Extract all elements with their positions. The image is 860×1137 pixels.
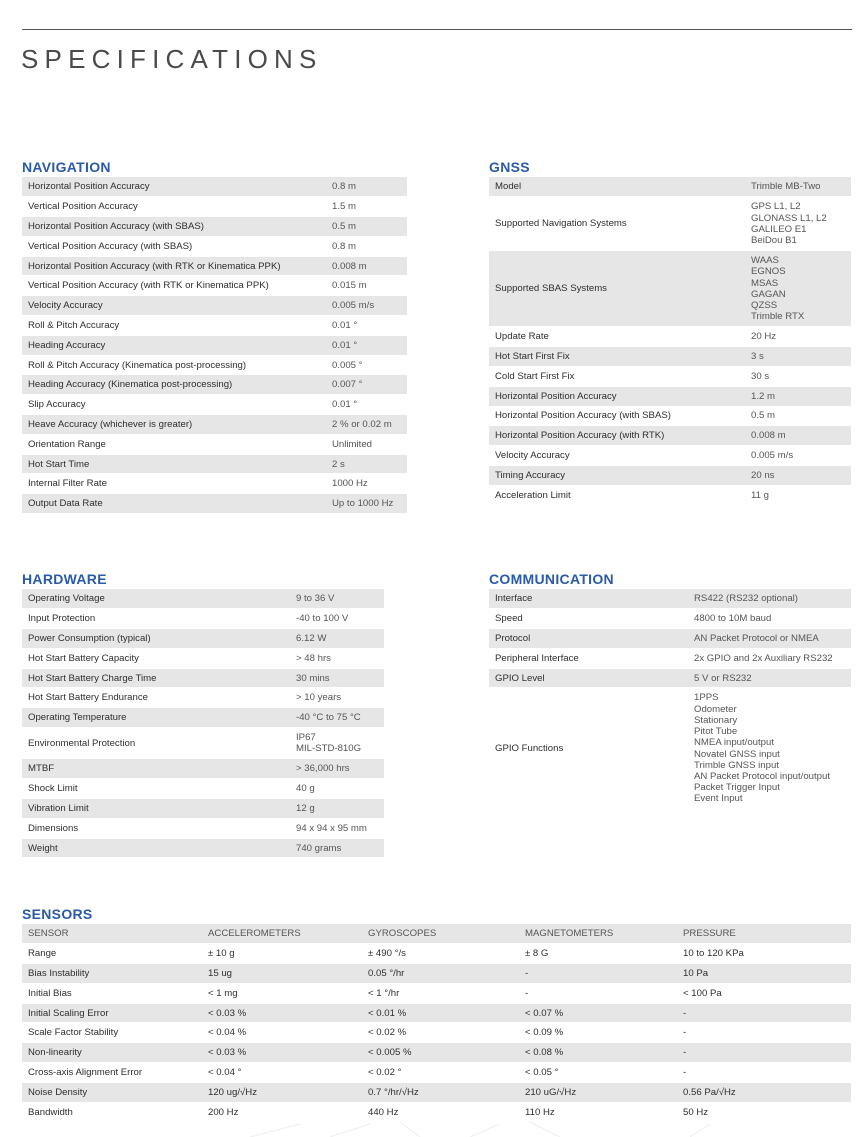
gnss-label: Timing Accuracy [489,465,745,485]
navigation-row [22,217,407,237]
sensors-cell: - [677,1023,851,1043]
navigation-label: Output Data Rate [22,494,326,514]
sensors-column-header: GYROSCOPES [362,924,519,944]
communication-value: 1PPS Odometer Stationary Pitot Tube NMEA input/output Novatel GNSS input Trimble GNSS input AN Packet Protocol input/output Packet Trigger Input Event Input [688,688,851,809]
navigation-row [22,474,407,494]
navigation-label: Horizontal Position Accuracy [22,177,326,197]
hardware-row [22,589,384,609]
sensors-cell: 10 Pa [677,964,851,984]
gnss-table [489,177,851,506]
gnss-label: Velocity Accuracy [489,446,745,466]
communication-row [489,668,851,688]
hardware-label: MTBF [22,759,290,779]
sensors-cell: 0.56 Pa/√Hz [677,1082,851,1102]
gnss-value: 20 Hz [745,327,851,347]
navigation-row [22,494,407,514]
navigation-value: 0.007 ° [326,375,407,395]
sensors-cell: < 100 Pa [677,983,851,1003]
sensors-row-label: Noise Density [22,1082,202,1102]
sensors-cell: < 0.04 ° [202,1063,362,1083]
hardware-row [22,759,384,779]
hardware-row [22,728,384,759]
communication-label: Peripheral Interface [489,648,688,668]
navigation-row [22,256,407,276]
navigation-row [22,177,407,197]
communication-heading: COMMUNICATION [489,571,614,587]
sensors-column-header: ACCELEROMETERS [202,924,362,944]
navigation-value: 0.5 m [326,217,407,237]
navigation-row [22,296,407,316]
sensors-row-label: Cross-axis Alignment Error [22,1063,202,1083]
communication-value: 4800 to 10M baud [688,609,851,629]
navigation-value: 0.005 ° [326,355,407,375]
navigation-value: Unlimited [326,434,407,454]
sensors-row [22,1043,851,1063]
gnss-label: Supported Navigation Systems [489,197,745,251]
hardware-row [22,838,384,858]
communication-value: 5 V or RS232 [688,668,851,688]
gnss-row [489,347,851,367]
hardware-row [22,708,384,728]
sensors-cell: 15 ug [202,964,362,984]
gnss-value: 0.005 m/s [745,446,851,466]
navigation-label: Roll & Pitch Accuracy [22,316,326,336]
gnss-label: Horizontal Position Accuracy (with RTK) [489,426,745,446]
gnss-row [489,406,851,426]
hardware-label: Operating Temperature [22,708,290,728]
sensors-cell: - [677,1063,851,1083]
navigation-value: 1000 Hz [326,474,407,494]
sensors-cell: - [519,964,677,984]
gnss-label: Hot Start First Fix [489,347,745,367]
hardware-label: Environmental Protection [22,728,290,759]
sensors-row-label: Initial Scaling Error [22,1003,202,1023]
hardware-row [22,799,384,819]
communication-row [489,629,851,649]
sensors-row-label: Scale Factor Stability [22,1023,202,1043]
hardware-row [22,609,384,629]
gnss-value: 1.2 m [745,386,851,406]
hardware-label: Shock Limit [22,779,290,799]
hardware-row [22,668,384,688]
sensors-cell: 440 Hz [362,1102,519,1122]
gnss-heading: GNSS [489,159,530,175]
navigation-section [22,157,407,514]
communication-value: RS422 (RS232 optional) [688,589,851,609]
sensors-cell: < 1 °/hr [362,983,519,1003]
sensors-cell: < 0.02 ° [362,1063,519,1083]
communication-row [489,589,851,609]
gnss-label: Horizontal Position Accuracy [489,386,745,406]
navigation-label: Slip Accuracy [22,395,326,415]
hardware-label: Operating Voltage [22,589,290,609]
communication-label: Speed [489,609,688,629]
sensors-cell: 200 Hz [202,1102,362,1122]
navigation-value: Up to 1000 Hz [326,494,407,514]
gnss-label: Supported SBAS Systems [489,251,745,327]
communication-label: GPIO Level [489,668,688,688]
hardware-value: 740 grams [290,838,384,858]
gnss-row [489,327,851,347]
hardware-label: Input Protection [22,609,290,629]
hardware-value: > 48 hrs [290,648,384,668]
sensors-cell: - [519,983,677,1003]
sensors-row-label: Bias Instability [22,964,202,984]
navigation-value: 2 s [326,454,407,474]
hardware-row [22,779,384,799]
sensors-cell: < 0.03 % [202,1043,362,1063]
sensors-cell: < 1 mg [202,983,362,1003]
sensors-cell: - [677,1003,851,1023]
page-title: SPECIFICATIONS [21,44,323,74]
navigation-label: Velocity Accuracy [22,296,326,316]
gnss-row [489,446,851,466]
communication-table [489,589,851,810]
sensors-cell: - [677,1043,851,1063]
sensors-row-label: Initial Bias [22,983,202,1003]
sensors-cell: < 0.01 % [362,1003,519,1023]
gnss-section [489,157,851,506]
sensors-cell: < 0.05 ° [519,1063,677,1083]
hardware-value: 12 g [290,799,384,819]
gnss-row [489,426,851,446]
sensors-row [22,944,851,964]
hardware-row [22,648,384,668]
gnss-label: Cold Start First Fix [489,366,745,386]
gnss-row [489,251,851,327]
sensors-row-label: Range [22,944,202,964]
gnss-value: WAAS EGNOS MSAS GAGAN QZSS Trimble RTX [745,251,851,327]
navigation-table [22,177,407,514]
communication-value: 2x GPIO and 2x Auxiliary RS232 [688,648,851,668]
navigation-label: Heave Accuracy (whichever is greater) [22,415,326,435]
sensors-table [22,924,851,1122]
navigation-value: 2 % or 0.02 m [326,415,407,435]
sensors-row [22,964,851,984]
gnss-value: 20 ns [745,465,851,485]
navigation-label: Hot Start Time [22,454,326,474]
navigation-value: 0.01 ° [326,316,407,336]
sensors-cell: < 0.08 % [519,1043,677,1063]
sensors-row [22,1082,851,1102]
navigation-row [22,355,407,375]
navigation-label: Orientation Range [22,434,326,454]
sensors-row [22,1102,851,1122]
hardware-value: 40 g [290,779,384,799]
gnss-label: Horizontal Position Accuracy (with SBAS) [489,406,745,426]
sensors-cell: ± 8 G [519,944,677,964]
sensors-heading: SENSORS [22,906,93,922]
navigation-label: Heading Accuracy (Kinematica post-processing) [22,375,326,395]
sensors-cell: 120 ug/√Hz [202,1082,362,1102]
navigation-row [22,395,407,415]
gnss-row [489,197,851,251]
background-decoration [0,1122,860,1137]
sensors-column-header: MAGNETOMETERS [519,924,677,944]
sensors-cell: 50 Hz [677,1102,851,1122]
hardware-value: > 36,000 hrs [290,759,384,779]
sensors-cell: ± 490 °/s [362,944,519,964]
navigation-value: 0.005 m/s [326,296,407,316]
hardware-value: IP67 MIL-STD-810G [290,728,384,759]
sensors-cell: < 0.03 % [202,1003,362,1023]
sensors-cell: < 0.005 % [362,1043,519,1063]
hardware-value: 30 mins [290,668,384,688]
hardware-value: -40 to 100 V [290,609,384,629]
hardware-table [22,589,384,858]
communication-row [489,609,851,629]
hardware-label: Power Consumption (typical) [22,629,290,649]
sensors-column-header: PRESSURE [677,924,851,944]
navigation-label: Heading Accuracy [22,335,326,355]
hardware-label: Vibration Limit [22,799,290,819]
hardware-row [22,818,384,838]
sensors-cell: 0.7 °/hr/√Hz [362,1082,519,1102]
hardware-value: 94 x 94 x 95 mm [290,818,384,838]
hardware-row [22,688,384,708]
navigation-row [22,276,407,296]
sensors-cell: 210 uG/√Hz [519,1082,677,1102]
gnss-row [489,177,851,197]
navigation-label: Roll & Pitch Accuracy (Kinematica post-processing) [22,355,326,375]
gnss-value: 0.5 m [745,406,851,426]
sensors-cell: < 0.09 % [519,1023,677,1043]
navigation-row [22,236,407,256]
navigation-label: Horizontal Position Accuracy (with RTK or Kinematica PPK) [22,256,326,276]
navigation-value: 0.01 ° [326,395,407,415]
navigation-row [22,197,407,217]
sensors-cell: 110 Hz [519,1102,677,1122]
navigation-row [22,375,407,395]
hardware-label: Hot Start Battery Endurance [22,688,290,708]
sensors-row-label: Bandwidth [22,1102,202,1122]
communication-row [489,648,851,668]
sensors-cell: 0.05 °/hr [362,964,519,984]
navigation-value: 1.5 m [326,197,407,217]
top-rule [22,29,852,30]
gnss-value: Trimble MB-Two [745,177,851,197]
hardware-label: Dimensions [22,818,290,838]
hardware-label: Hot Start Battery Charge Time [22,668,290,688]
sensors-row [22,1023,851,1043]
navigation-label: Horizontal Position Accuracy (with SBAS) [22,217,326,237]
gnss-label: Update Rate [489,327,745,347]
sensors-cell: < 0.07 % [519,1003,677,1023]
gnss-row [489,366,851,386]
navigation-row [22,415,407,435]
gnss-value: GPS L1, L2 GLONASS L1, L2 GALILEO E1 BeiDou B1 [745,197,851,251]
navigation-heading: NAVIGATION [22,159,111,175]
sensors-cell: ± 10 g [202,944,362,964]
navigation-row [22,316,407,336]
gnss-value: 11 g [745,485,851,505]
communication-section [489,569,851,810]
navigation-value: 0.8 m [326,236,407,256]
hardware-value: > 10 years [290,688,384,708]
sensors-cell: < 0.02 % [362,1023,519,1043]
gnss-value: 3 s [745,347,851,367]
gnss-row [489,465,851,485]
communication-row [489,688,851,809]
navigation-row [22,454,407,474]
sensors-header-row [22,924,851,944]
hardware-value: 9 to 36 V [290,589,384,609]
hardware-section [22,569,384,858]
sensors-row [22,983,851,1003]
communication-label: Protocol [489,629,688,649]
sensors-cell: < 0.04 % [202,1023,362,1043]
navigation-value: 0.015 m [326,276,407,296]
navigation-value: 0.8 m [326,177,407,197]
sensors-cell: 10 to 120 KPa [677,944,851,964]
navigation-label: Vertical Position Accuracy (with RTK or Kinematica PPK) [22,276,326,296]
hardware-label: Weight [22,838,290,858]
communication-label: GPIO Functions [489,688,688,809]
navigation-value: 0.008 m [326,256,407,276]
hardware-value: -40 °C to 75 °C [290,708,384,728]
gnss-row [489,386,851,406]
navigation-label: Internal Filter Rate [22,474,326,494]
hardware-value: 6.12 W [290,629,384,649]
navigation-row [22,335,407,355]
sensors-column-header: SENSOR [22,924,202,944]
gnss-row [489,485,851,505]
sensors-section [22,904,851,1122]
communication-label: Interface [489,589,688,609]
navigation-label: Vertical Position Accuracy [22,197,326,217]
gnss-label: Acceleration Limit [489,485,745,505]
navigation-label: Vertical Position Accuracy (with SBAS) [22,236,326,256]
hardware-heading: HARDWARE [22,571,107,587]
gnss-label: Model [489,177,745,197]
navigation-value: 0.01 ° [326,335,407,355]
navigation-row [22,434,407,454]
gnss-value: 30 s [745,366,851,386]
sensors-row [22,1003,851,1023]
sensors-row [22,1063,851,1083]
hardware-label: Hot Start Battery Capacity [22,648,290,668]
hardware-row [22,629,384,649]
gnss-value: 0.008 m [745,426,851,446]
communication-value: AN Packet Protocol or NMEA [688,629,851,649]
sensors-row-label: Non-linearity [22,1043,202,1063]
